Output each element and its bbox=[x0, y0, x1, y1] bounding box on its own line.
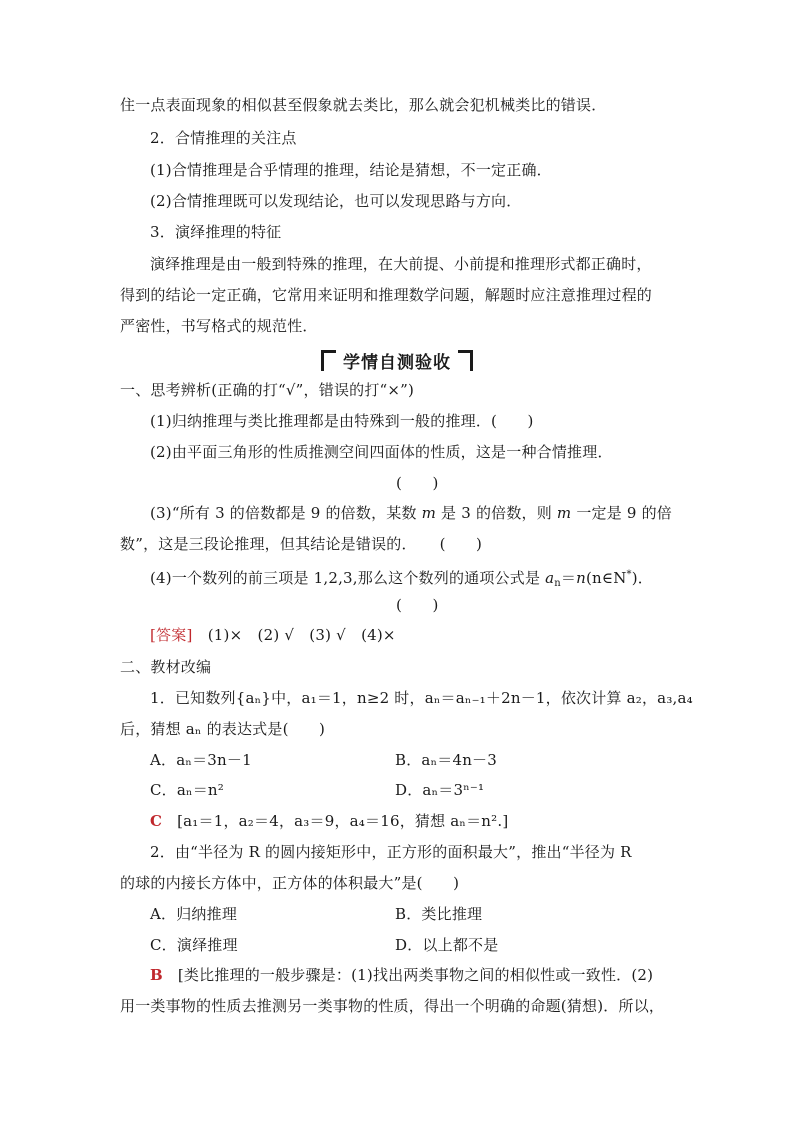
answer-letter: C bbox=[150, 812, 163, 830]
exercise-statement: (3)“所有 3 的倍数都是 9 的倍数，某数 m 是 3 的倍数，则 m 一定是 9 的倍 bbox=[150, 504, 673, 522]
paragraph-line: 演绎推理是由一般到特殊的推理，在大前提、小前提和推理形式都正确时， bbox=[150, 255, 652, 273]
solution-text: [类比推理的一般步骤是：(1)找出两类事物之间的相似性或一致性．(2) bbox=[177, 966, 654, 984]
option-d: D．以上都不是 bbox=[395, 936, 499, 954]
problem-text: 的球的内接长方体中，正方体的体积最大”是( ) bbox=[120, 874, 460, 892]
answer-letter: B bbox=[150, 966, 163, 984]
exercise-statement: (1)归纳推理与类比推理都是由特殊到一般的推理．( ) bbox=[150, 412, 534, 430]
option-b: B．aₙ＝4n－3 bbox=[395, 751, 498, 769]
exercise-statement: (2)由平面三角形的性质推测空间四面体的性质，这是一种合情推理． bbox=[150, 443, 613, 461]
option-a: A．aₙ＝3n－1 bbox=[150, 751, 252, 769]
left-bracket-icon bbox=[321, 350, 336, 371]
solution-line bbox=[150, 811, 677, 831]
exercise-heading: 二、教材改编 bbox=[120, 658, 212, 676]
solution-text: [a₁＝1，a₂＝4，a₃＝9，a₄＝16，猜想 aₙ＝n².] bbox=[177, 812, 509, 830]
option-c: C．演绎推理 bbox=[150, 936, 238, 954]
paragraph-line: 得到的结论一定正确，它常用来证明和推理数学问题，解题时应注意推理过程的 bbox=[120, 286, 653, 304]
section-title bbox=[0, 348, 794, 373]
solution-text: 用一类事物的性质去推测另一类事物的性质，得出一个明确的命题(猜想)．所以， bbox=[120, 997, 665, 1015]
problem-text: 后，猜想 aₙ 的表达式是( ) bbox=[120, 720, 326, 738]
paragraph-line: 住一点表面现象的相似甚至假象就去类比，那么就会犯机械类比的错误． bbox=[120, 96, 607, 114]
option-a: A．归纳推理 bbox=[150, 905, 238, 923]
solution-line bbox=[150, 965, 677, 985]
paragraph-line: 严密性，书写格式的规范性． bbox=[120, 317, 318, 335]
problem-text: 1．已知数列{aₙ}中，a₁＝1，n≥2 时，aₙ＝aₙ₋₁＋2n－1，依次计算 a₂，a₃,a₄ bbox=[150, 689, 693, 707]
option-c: C．aₙ＝n² bbox=[150, 781, 224, 799]
list-item: (2)合情推理既可以发现结论，也可以发现思路与方向． bbox=[150, 192, 522, 210]
list-item: (1)合情推理是合乎情理的推理，结论是猜想，不一定正确． bbox=[150, 161, 552, 179]
answer-tag: [答案] bbox=[150, 626, 193, 644]
section-title-text: 学情自测验收 bbox=[343, 353, 451, 373]
exercise-statement: 数”，这是三段论推理，但其结论是错误的． ( ) bbox=[120, 535, 483, 553]
answer-blank: ( ) bbox=[396, 596, 439, 614]
subheading: 3．演绎推理的特征 bbox=[150, 223, 282, 241]
answer-line bbox=[150, 625, 677, 645]
problem-text: 2．由“半径为 R 的圆内接矩形中，正方形的面积最大”，推出“半径为 R bbox=[150, 843, 632, 861]
answer-blank: ( ) bbox=[396, 474, 439, 492]
subheading: 2．合情推理的关注点 bbox=[150, 129, 297, 147]
answer-text: (1)× (2) √ (3) √ (4)× bbox=[192, 626, 396, 644]
option-d: D．aₙ＝3ⁿ⁻¹ bbox=[395, 781, 485, 799]
option-b: B．类比推理 bbox=[395, 905, 483, 923]
right-bracket-icon bbox=[458, 350, 473, 371]
exercise-statement: (4)一个数列的前三项是 1,2,3,那么这个数列的通项公式是 $a_n=n(n\in N^*)$． bbox=[150, 569, 654, 589]
exercise-heading: 一、思考辨析(正确的打“√”，错误的打“×”) bbox=[120, 381, 415, 399]
